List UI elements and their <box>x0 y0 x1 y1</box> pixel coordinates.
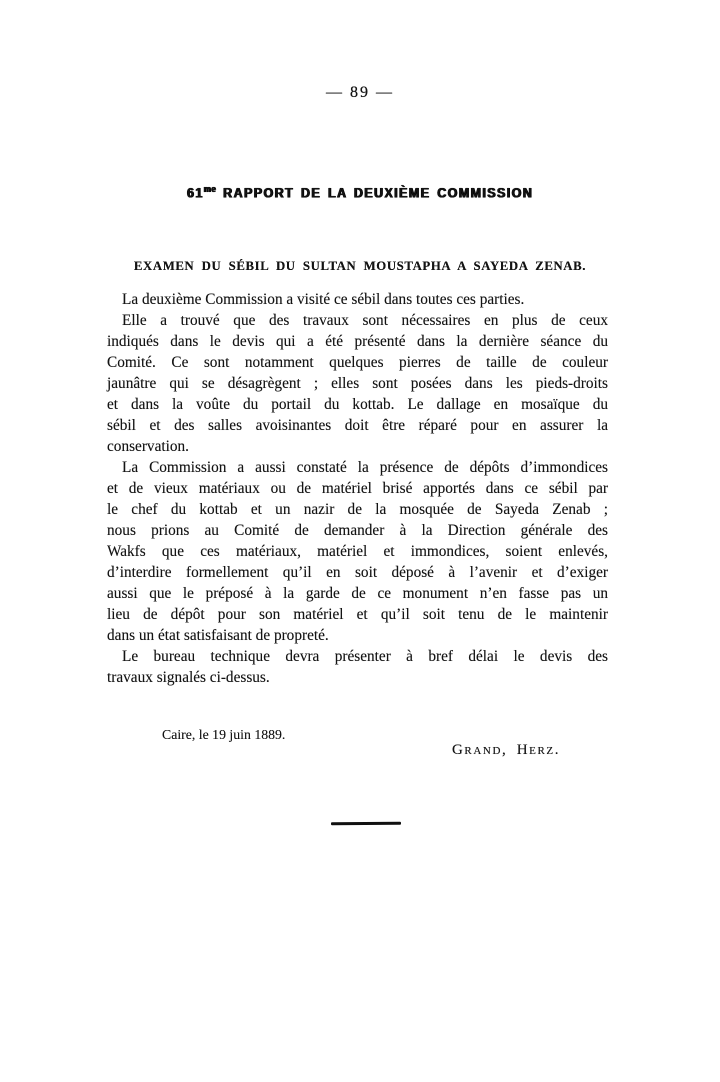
paragraph <box>107 310 608 457</box>
body-line: Wakfs que ces matériaux, matériel et immondices, soient enlevés, <box>107 543 608 560</box>
report-title-text: RAPPORT DE LA DEUXIÈME COMMISSION <box>216 185 534 201</box>
body-line: le chef du kottab et un nazir de la mosquée de Sayeda Zenab ; <box>107 501 608 518</box>
body-line: dans un état satisfaisant de propreté. <box>107 627 329 644</box>
body-line: Comité. Ce sont notamment quelques pierres de taille de couleur <box>107 354 608 371</box>
body-line: sébil et des salles avoisinantes doit être réparé pour en assurer la <box>107 417 608 434</box>
body-line: La Commission a aussi constaté la présence de dépôts d’immondices <box>122 459 608 476</box>
body-line: indiqués dans le devis qui a été présenté dans la dernière séance du <box>107 333 608 350</box>
body-line: Elle a trouvé que des travaux sont nécessaires en plus de ceux <box>122 312 608 329</box>
body-line: et dans la voûte du portail du kottab. Le dallage en mosaïque du <box>107 396 608 413</box>
body-line: lieu de dépôt pour son matériel et qu’il soit tenu de le maintenir <box>107 606 608 623</box>
body-line: La deuxième Commission a visité ce sébil dans toutes ces parties. <box>122 291 525 308</box>
body-line: aussi que le préposé à la garde de ce monument n’en fasse pas un <box>107 585 608 602</box>
report-title-number: 61 <box>186 185 204 201</box>
signature: Grand, Herz. <box>452 742 561 758</box>
section-heading: EXAMEN DU SÉBIL DU SULTAN MOUSTAPHA A SAYEDA ZENAB. <box>133 259 587 273</box>
paragraph <box>107 646 608 688</box>
body-line: conservation. <box>107 438 189 455</box>
end-rule <box>331 822 401 825</box>
report-title-ordinal-suffix: me <box>203 184 217 195</box>
body-line: d’interdire formellement qu’il en soit déposé à l’avenir et d’exiger <box>107 564 608 581</box>
body-paragraphs <box>107 289 608 688</box>
dateline: Caire, le 19 juin 1889. <box>162 727 286 742</box>
paragraph <box>107 457 608 646</box>
paragraph <box>107 289 608 310</box>
body-line: travaux signalés ci-dessus. <box>107 669 270 686</box>
body-line: Le bureau technique devra présenter à bref délai le devis des <box>122 648 608 665</box>
page-number: — 89 — <box>326 84 394 101</box>
report-title <box>0 184 720 201</box>
body-line: et de vieux matériaux ou de matériel brisé apportés dans ce sébil par <box>107 480 608 497</box>
body-line: jaunâtre qui se désagrègent ; elles sont posées dans les pieds-droits <box>107 375 608 392</box>
body-line: nous prions au Comité de demander à la Direction générale des <box>107 522 608 539</box>
